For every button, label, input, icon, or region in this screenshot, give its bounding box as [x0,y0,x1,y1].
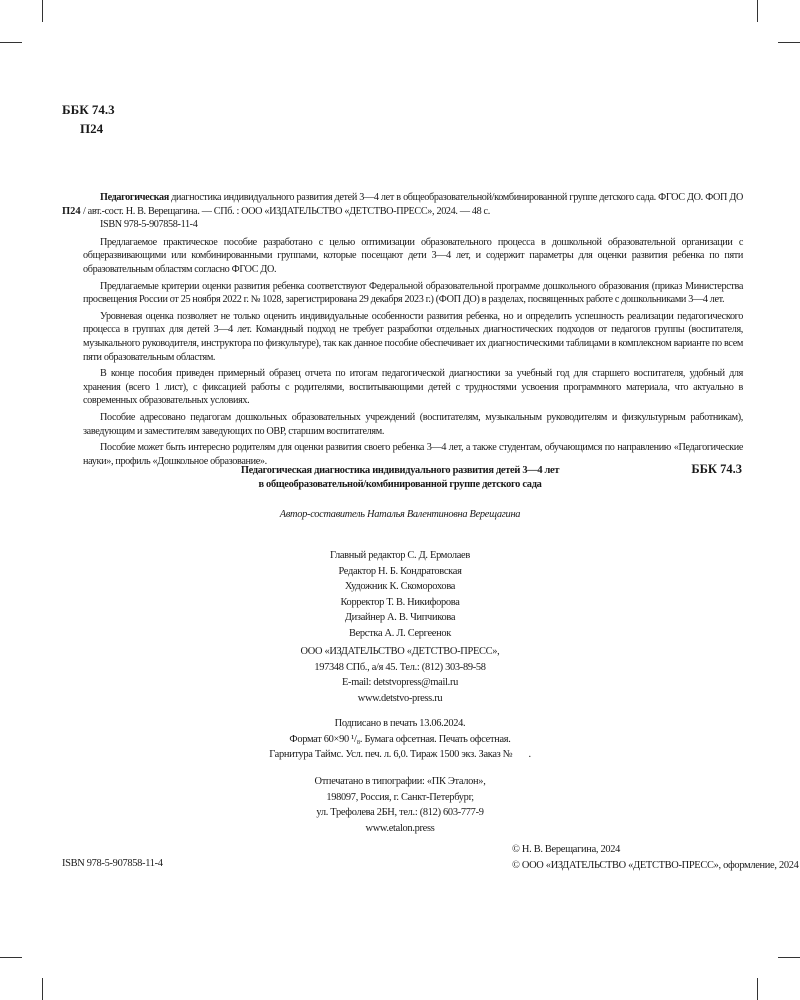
staff-line: Главный редактор С. Д. Ермолаев [330,550,470,561]
printer-line: 198097, Россия, г. Санкт-Петербург, [326,791,474,803]
imprint-title-line: в общеобразовательной/комбинированной группе детского сада [258,478,542,490]
publisher-line: 197348 СПб., а/я 45. Тел.: (812) 303-89-58 [314,661,486,673]
footer-isbn: ISBN 978-5-907858-11-4 [62,858,163,869]
printer-line: Отпечатано в типографии: «ПК Эталон», [314,776,486,787]
bbk-code-bottom: ББК 74.3 [691,462,742,476]
crop-mark [0,42,22,43]
copyright-line: © ООО «ИЗДАТЕЛЬСТВО «ДЕТСТВО-ПРЕСС», оформление, 2024 [512,859,799,871]
publisher-info [0,644,800,706]
staff-line: Корректор Т. В. Никифорова [340,596,460,608]
staff-line: Верстка А. Л. Сергеенок [348,627,452,639]
staff-line: Редактор Н. Б. Кондратовская [338,565,462,577]
printer-line: ул. Трефолева 2БН, тел.: (812) 603-777-9 [316,807,484,818]
annotation-paragraph: В конце пособия приведен примерный образец отчета по итогам педагогической диагностики за учебный год для старшего воспитателя, удобный для хранения (всего 1 лист), с фиксацией работы с родителями, воспитывающими детей с трудностями усвоения программного материала, что актуально в современных образовательных условиях. [83,368,743,407]
publisher-line: ООО «ИЗДАТЕЛЬСТВО «ДЕТСТВО-ПРЕСС», [300,646,500,657]
printer-website: www.etalon.press [365,822,435,834]
crop-mark [0,957,22,958]
annotation-isbn: ISBN 978-5-907858-11-4 [100,219,198,231]
bbk-code: ББК 74.3 [62,102,115,117]
crop-mark [778,42,800,43]
crop-mark [757,978,758,1000]
copyright-block [512,842,799,873]
staff-line: Художник К. Скоморохова [344,581,456,592]
annotation-paragraph: Пособие может быть интересно родителям для оценки развития своего ребенка 3—4 лет, а также студентам, обучающимся по направлению «Педагогические науки», профиль «Дошкольное образование». [83,442,743,467]
annotation-block [83,191,743,468]
print-info [0,716,800,763]
staff-line: Дизайнер А. В. Чипчикова [344,612,456,623]
print-info-line: Формат 60×90 ¹/₈. Бумага офсетная. Печать офсетная. [289,733,511,745]
imprint-title-line: Педагогическая диагностика индивидуального развития детей 3—4 лет [240,465,560,476]
crop-mark [42,978,43,1000]
imprint-title [0,464,800,491]
printer-info [0,774,800,836]
print-info-line: Подписано в печать 13.06.2024. [334,718,466,729]
author-compiler: Автор-составитель Наталья Валентиновна Верещагина [279,509,521,520]
side-author-index: П24 [62,206,81,217]
publisher-email: E-mail: detstvopress@mail.ru [341,677,459,688]
bibliographic-record [83,191,743,218]
annotation-paragraph: Предлагаемое практическое пособие разработано с целью оптимизации образовательного процесса в дошкольной образовательной организации с общеразвивающими или комбинированными группами, которые посещают дети 3—4 лет, и содержит параметры для оценки развития ребенка по пяти образовательным областям согласно ФГОС ДО. [83,236,743,275]
crop-mark [42,0,43,22]
crop-mark [757,0,758,22]
bib-title: Педагогическая [100,192,169,203]
publisher-website: www.detstvo-press.ru [357,692,443,704]
bib-description: диагностика индивидуального развития детей 3—4 лет в общеобразовательной/комбинированной группе детского сада. ФГОС ДО. ФОП ДО / авт.-сост. Н. В. Верещагина. — СПб. : ООО «ИЗДАТЕЛЬСТВО «ДЕТСТВО-ПРЕСС», 2024. — 48 с. [83,192,743,217]
crop-mark [778,957,800,958]
print-info-line: Гарнитура Таймс. Усл. печ. л. 6,0. Тираж 1500 экз. Заказ № . [269,749,531,760]
author-index: П24 [80,121,104,136]
annotation-paragraph: Предлагаемые критерии оценки развития ребенка соответствуют Федеральной образовательной программе дошкольного образования (приказ Министерства просвещения России от 25 ноября 2022 г. № 1028, зарегистрирована 29 декабря 2023 г.) (ФОП ДО) в разделах, посвященных работе с дошкольниками 3—4 лет. [83,280,743,306]
editorial-staff [0,548,800,641]
classification-block [62,100,115,138]
annotation-paragraph: Уровневая оценка позволяет не только оценить индивидуальные особенности развития ребенка, но и определить успешность реализации педагогического процесса в группах для детей 3—4 лет. Командный подход не требует разработки отдельных диагностических подходов от педагогов группы (воспитателя, музыкального руководителя, инструктора по физкультуре), так как данное пособие обеспечивает их диагностическими таблицами в комплексном варианте по всем пяти образовательным областям. [83,310,743,363]
annotation-paragraph: Пособие адресовано педагогам дошкольных образовательных учреждений (воспитателям, музыкальным руководителям и физкультурным работникам), заведующим и заместителям заведующих по ОВР, старшим воспитателям. [83,411,743,437]
copyright-line: © Н. В. Верещагина, 2024 [512,844,621,855]
